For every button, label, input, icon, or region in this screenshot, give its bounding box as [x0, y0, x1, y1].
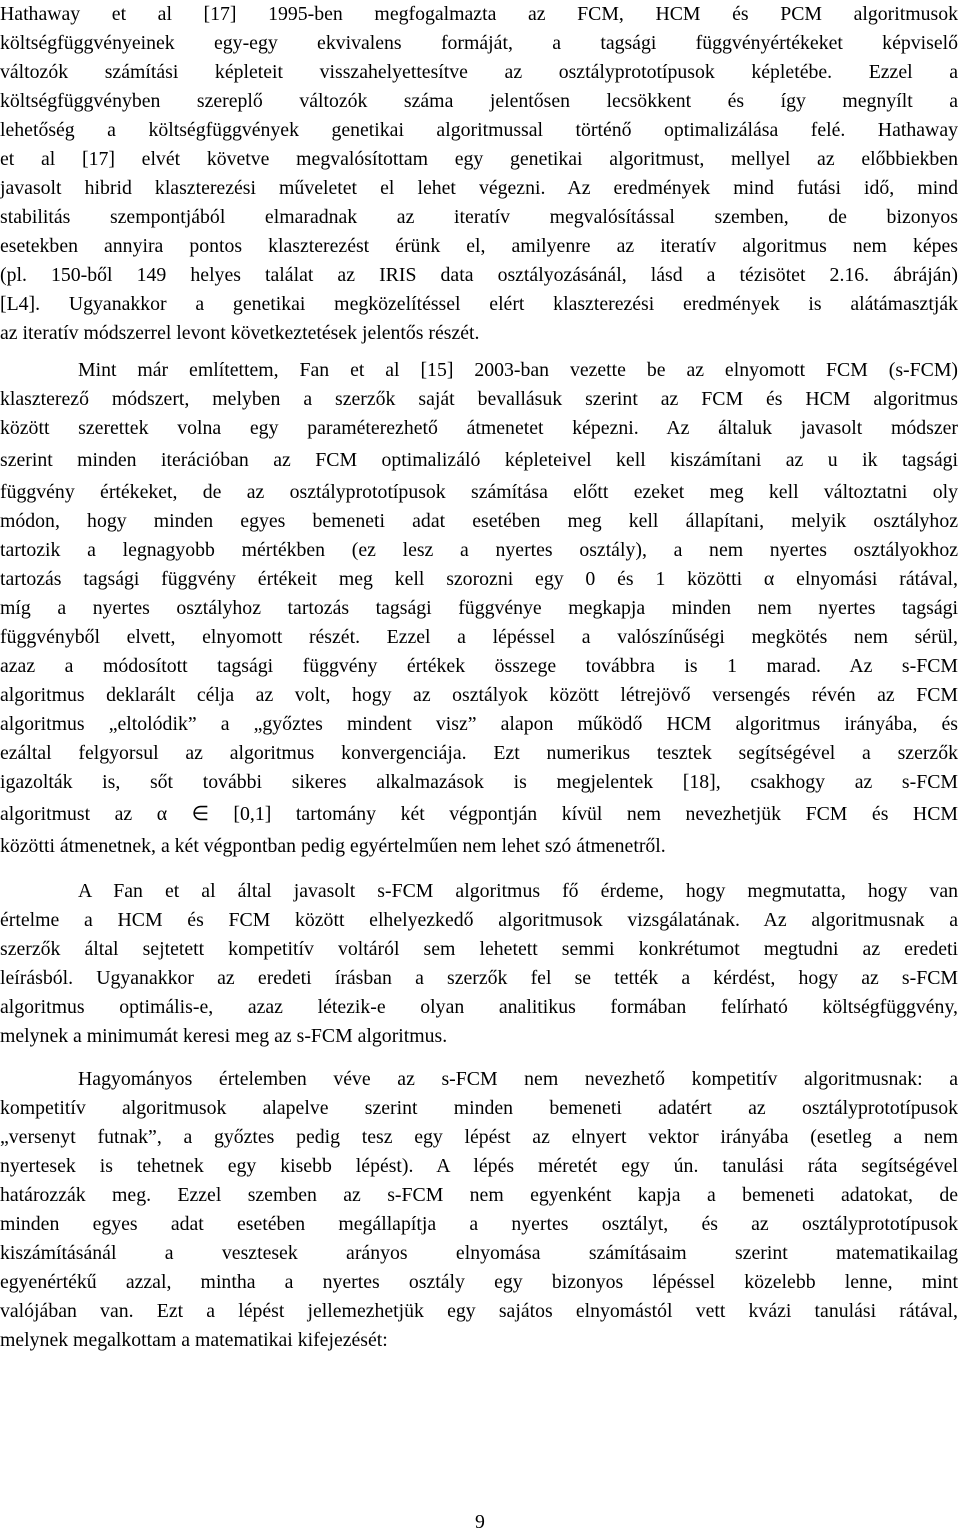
text-line: melynek a minimumát keresi meg az s-FCM algoritmus.: [0, 1025, 448, 1047]
text-line: módon, hogy minden egyes bemeneti adat esetében meg kell állapítani, melyik osztályhoz: [0, 510, 958, 532]
text-line: klaszterező módszert, melyben a szerzők saját bevallásuk szerint az FCM és HCM algoritmus: [0, 388, 958, 410]
text-line: tartozás tagsági függvény értékeit meg kell szorozni egy 0 és 1 közötti α elnyomási rátával,: [0, 568, 958, 590]
text-line: (pl. 150-ből 149 helyes találat az IRIS data osztályozásánál, lásd a tézisötet 2.16. ábráján): [0, 264, 958, 286]
text-line: azaz a módosított tagsági függvény értékek összege továbbra is 1 marad. Az s-FCM: [0, 655, 958, 677]
text-line: stabilitás szempontjából elmaradnak az iteratív megvalósítással szemben, de bizonyos: [0, 206, 958, 228]
text-line: függvényből elvett, elnyomott részét. Ezzel a lépéssel a valószínűségi megkötés nem sérül,: [0, 626, 958, 648]
paragraph-fan-merit: [0, 877, 958, 1051]
text-line: minden egyes adat esetében megállapítja a nyertes osztályt, és az osztályprototípusok: [0, 1213, 958, 1235]
text-line: leírásból. Ugyanakkor az eredeti írásban a szerzők fel se tették a kérdést, hogy az s-FCM: [0, 967, 958, 989]
text-line: [L4]. Ugyanakkor a genetikai megközelítéssel elért klaszterezési eredmények is alátámasztják: [0, 293, 958, 315]
text-line: az iteratív módszerrel levont következtetések jelentős részét.: [0, 322, 480, 344]
text-line: et al [17] elvét követve megvalósítottam egy genetikai algoritmust, mellyel az előbbiekben: [0, 148, 958, 170]
text-line: szerzők által sejtetett kompetitív voltáról sem lehetett semmi konkrétumot megtudni az eredeti: [0, 938, 958, 960]
paragraph-fan-sfcm: [0, 356, 958, 861]
text-line: között szerettek volna egy paraméterezhető átmenetet képezni. Az általuk javasolt módszer: [0, 417, 958, 439]
text-line: szerint minden iterációban az FCM optimalizáló képleteivel kell kiszámítani az u ik tagsági: [0, 449, 958, 471]
text-line: míg a nyertes osztályhoz tartozás tagsági függvénye megkapja minden nem nyertes tagsági: [0, 597, 958, 619]
text-line: ezáltal felgyorsul az algoritmus konvergenciája. Ezt numerikus tesztek segítségével a szerzők: [0, 742, 958, 764]
text-line: algoritmus „eltolódik” a „győztes mindent visz” alapon működő HCM algoritmus irányába, és: [0, 713, 958, 735]
text-line: „versenyt futnak”, a győztes pedig tesz egy lépést az elnyert vektor irányába (esetleg a nem: [0, 1126, 958, 1148]
text-line: függvény értékeket, de az osztályprototípusok számítása előtt ezeket meg kell változtatni oly: [0, 481, 958, 503]
text-line: lehetőség a költségfüggvények genetikai algoritmussal történő optimalizálása felé. Hathaway: [0, 119, 958, 141]
text-line: változók számítási képleteit visszahelyettesítve az osztályprototípusok képletébe. Ezzel a: [0, 61, 958, 83]
text-line: kiszámításánál a vesztesek arányos elnyomása számításaim szerint matematikailag: [0, 1242, 958, 1264]
text-line: A Fan et al által javasolt s-FCM algoritmus fő érdeme, hogy megmutatta, hogy van: [78, 880, 958, 902]
text-line: költségfüggvényeinek egy-egy ekvivalens formáját, a tagsági függvényértékeket képviselő: [0, 32, 958, 54]
text-line: értelme a HCM és FCM között elhelyezkedő algoritmusok vizsgálatának. Az algoritmusnak a: [0, 909, 958, 931]
text-line: algoritmust az α ∈ [0,1] tartomány két végpontján kívül nem nevezhetjük FCM és HCM: [0, 803, 958, 825]
text-line: algoritmus deklarált célja az volt, hogy az osztályok között létrejövő versengés révén az FCM: [0, 684, 958, 706]
text-line: Mint már említettem, Fan et al [15] 2003-ban vezette be az elnyomott FCM (s-FCM): [78, 359, 958, 381]
text-line: kompetitív algoritmusok alapelve szerint minden bemeneti adatért az osztályprototípusok: [0, 1097, 958, 1119]
text-line: tartozik a legnagyobb mértékben (ez lesz a nyertes osztály), a nem nyertes osztályokhoz: [0, 539, 958, 561]
text-line: közötti átmenetnek, a két végpontban pedig egyértelműen nem lehet szó átmenetről.: [0, 835, 666, 857]
page-number: 9: [475, 1511, 485, 1533]
text-line: költségfüggvényben szereplő változók száma jelentősen lecsökkent és így megnyílt a: [0, 90, 958, 112]
text-line: igazolták is, sőt további sikeres alkalmazások is megjelentek [18], csakhogy az s-FCM: [0, 771, 958, 793]
text-line: nyertesek is tehetnek egy kisebb lépést). A lépés méretét egy ún. tanulási ráta segítségével: [0, 1155, 958, 1177]
text-line: valójában van. Ezt a lépést jellemezhetjük egy sajátos elnyomástól vett kvázi tanulási rátával,: [0, 1300, 958, 1322]
text-line: egyenértékű azzal, mintha a nyertes osztály egy bizonyos lépéssel közelebb lenne, mint: [0, 1271, 958, 1293]
text-line: Hathaway et al [17] 1995-ben megfogalmazta az FCM, HCM és PCM algoritmusok: [0, 3, 958, 25]
text-line: javasolt hibrid klaszterezési műveletet el lehet végezni. Az eredmények mind futási idő, mind: [0, 177, 958, 199]
paragraph-competitive: [0, 1065, 958, 1355]
text-line: Hagyományos értelemben véve az s-FCM nem nevezhető kompetitív algoritmusnak: a: [78, 1068, 958, 1090]
text-line: esetekben annyira pontos klaszterezést érünk el, amilyenre az iteratív algoritmus nem képes: [0, 235, 958, 257]
text-line: algoritmus optimális-e, azaz létezik-e olyan analitikus formában felírható költségfüggvény,: [0, 996, 958, 1018]
paragraph-hathaway: [0, 0, 958, 348]
text-line: melynek megalkottam a matematikai kifejezését:: [0, 1329, 388, 1351]
text-line: határozzák meg. Ezzel szemben az s-FCM nem egyenként kapja a bemeneti adatokat, de: [0, 1184, 958, 1206]
